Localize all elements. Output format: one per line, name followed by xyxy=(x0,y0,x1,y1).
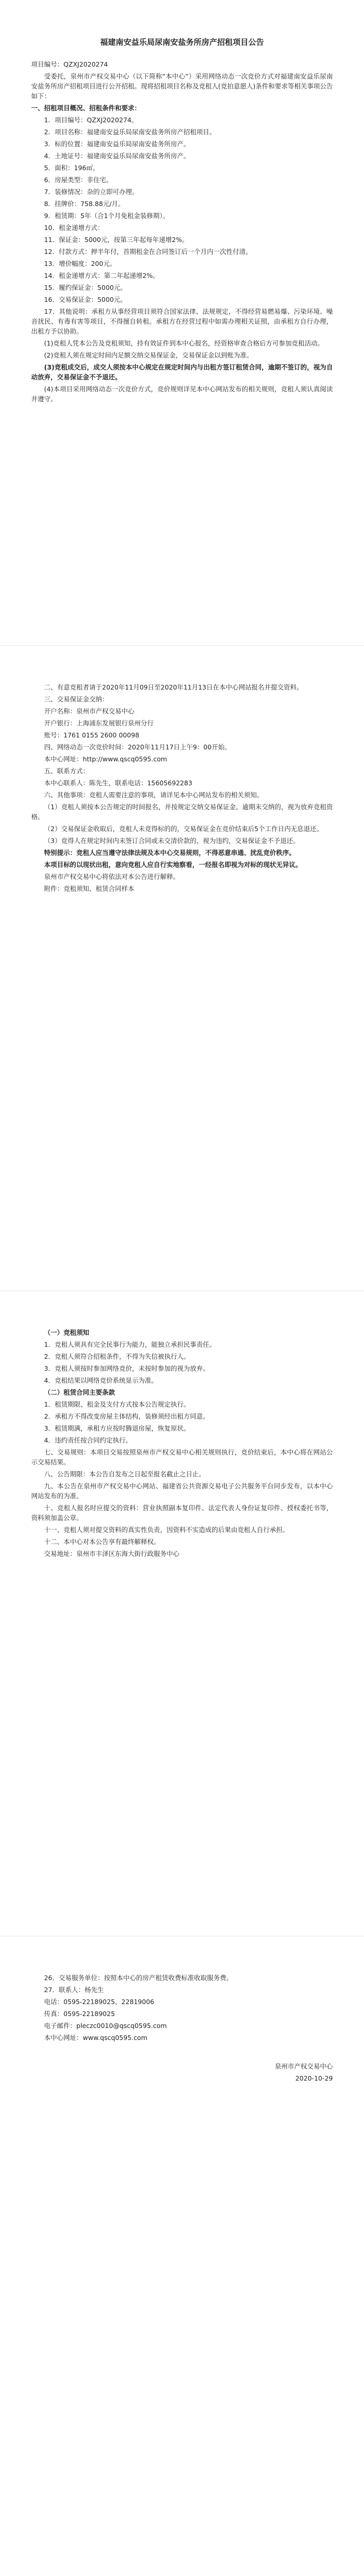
notice-2: 2．竞租人须符合招租条件，不得为失信被执行人。 xyxy=(44,1353,190,1360)
section-heading: 一、招租项目概况、招租条件和要求： xyxy=(31,104,141,112)
contract-4: 4．违约责任按合同约定执行。 xyxy=(44,1436,132,1444)
matter-1: （1）竞租人须按本公告规定的时间报名，并按规定交纳交易保证金。逾期未交纳的，视为放弃竞租资格。 xyxy=(31,803,333,821)
item-12: 12．付款方式：押半年付，首期租金在合同签订后一个月内一次性付清。 xyxy=(44,248,252,256)
item-14: 14．租金递增方式：第二年起递增2%。 xyxy=(44,272,160,279)
account-name: 开户名称：泉州市产权交易中心 xyxy=(44,707,135,715)
required-documents: 十、竞租人报名时应提交的资料：营业执照副本复印件、法定代表人身份证复印件、授权委托书等，资料须加盖公章。 xyxy=(31,1504,333,1522)
trade-address: 交易地址：泉州市丰泽区东海大街行政服务中心 xyxy=(44,1550,179,1558)
item-8: 8．挂牌价：758.88元/月。 xyxy=(44,200,125,208)
project-number: 项目编号：QZXJ2020274 xyxy=(31,60,108,68)
condition-4: (4)本项目采用网络动态一次竞价方式，竞价规则详见本中心网站发布的相关规则，竞租人须认真阅读并遵守。 xyxy=(31,385,333,403)
item-7: 7．装修情况：杂的立即可办理。 xyxy=(44,188,139,196)
interpretation-note: 泉州市产权交易中心将依法对本公告进行解释。 xyxy=(44,873,179,881)
intro-paragraph: 受委托，泉州市产权交易中心（以下简称“本中心”）采用网络动态一次竞价方式对福建南安益乐尿南安盐务所房产招租项目进行公开招租。现将招租项目名称及竞租人(竞拍意愿人)条件和要求等相关事项公告如下： xyxy=(31,72,333,100)
item-3: 3．标的位置：福建南安益乐局尿南安盐务所房产。 xyxy=(44,140,190,148)
notice-1: 1．竞租人须具有完全民事行为能力，能独立承担民事责任。 xyxy=(44,1341,216,1348)
notice-3: 3．竞租人须按时参加网络竞价，未按时参加的视为放弃。 xyxy=(44,1364,210,1372)
contract-3: 3．租赁期满，承租方应按时腾退房屋，恢复原状。 xyxy=(44,1424,190,1432)
contact-email: 电子邮件：pleczc0010@qscq0595.com xyxy=(44,2022,167,2030)
center-website: 本中心网址：www.qscq0595.com xyxy=(44,2034,148,2042)
announcement-period: 八、公告期限：本公告自发布之日起至报名截止之日止。 xyxy=(44,1470,205,1478)
contract-2: 2．承租方不得改变房屋主体结构，装修须经出租方同意。 xyxy=(44,1412,210,1420)
contact-fax: 传真：0595-22189025 xyxy=(44,2010,115,2018)
bidding-time: 四、网络动态一次竞价时间：2020年11月17日上午9：00开始。 xyxy=(44,743,231,751)
special-note: 特别提示：竞租人应当遵守法律法规及本中心交易规则，不得恶意串通、扰乱竞价秩序。 xyxy=(44,849,296,857)
signature-date: 2020-10-29 xyxy=(295,2074,333,2082)
attachment-line: 附件：竞租须知、租赁合同样本 xyxy=(44,885,135,892)
deposit-heading: 三、交易保证金交纳： xyxy=(44,695,109,703)
condition-1: (1)竞租人凭本公告及竞租须知，持有效证件到本中心报名，经资格审查合格后方可参加竞租活动。 xyxy=(44,339,324,347)
item-17: 17．其他说明：承租方从事经营项目须符合国家法律、法规规定，不得经营易燃易爆、污染环境、噪音扰民、有毒有害等项目，不得擅自转租。承租方在经营过程中如需办理相关证照，由承租方自行办理，出租方予以协助。 xyxy=(31,308,333,335)
sheet-2 xyxy=(0,645,364,1276)
item-5: 5．面积：196㎡。 xyxy=(44,164,99,172)
status-quo-note: 本项目标的以现状出租，意向竞租人应自行实地察看，一经报名即视为对标的现状无异议。 xyxy=(44,861,302,869)
account-number: 账号：1761 0155 2600 00098 xyxy=(44,731,139,739)
contract-heading: （二）租赁合同主要条款 xyxy=(44,1388,115,1396)
condition-2: (2)竞租人须在规定时间内足额交纳交易保证金，交易保证金以到账为准。 xyxy=(44,351,253,359)
publication-note: 九、本公告在泉州市产权交易中心网站、福建省公共资源交易电子公共服务平台同步发布，以本中心网站发布的为准。 xyxy=(31,1482,333,1500)
matter-3: （3）竞得人在规定时间内未签订合同或未交清价款的，视为违约，交易保证金不予退还。 xyxy=(44,837,300,845)
item-10: 10．租金递增方式： xyxy=(44,224,104,232)
other-matters: 六、其他事项：竞租人需要注意的事项，请详见本中心网站发布的相关须知。 xyxy=(44,791,264,799)
website-line: 本中心网址：http://www.qscq0595.com xyxy=(44,755,167,763)
signature-org: 泉州市产权交易中心 xyxy=(275,2062,333,2070)
item-13: 13．增价幅度：200元。 xyxy=(44,260,116,267)
contact-heading: 五、联系方式： xyxy=(44,767,89,775)
item-6: 6．房屋类型：非住宅。 xyxy=(44,176,113,184)
final-interpretation: 十二、本中心对本公告享有最终解释权。 xyxy=(44,1538,160,1546)
item-16: 16．交易保证金：5000元。 xyxy=(44,296,127,303)
contact-phone: 电话：0595-22189025、22819006 xyxy=(44,1998,154,2006)
item-9: 9．租赁期：5年（合1个月免租金装修期）。 xyxy=(44,212,170,220)
service-fee: 26．交易服务单位：按照本中心的房产租赁收费标准收取服务费。 xyxy=(44,1974,233,1982)
item-1: 1．项目编号：QZXJ2020274。 xyxy=(44,116,138,124)
contact-name: 27．联系人：杨先生 xyxy=(44,1986,104,1994)
item-4: 4．土地证号：福建南安益乐局尿南安盐务所房产。 xyxy=(44,152,190,160)
sheet-1 xyxy=(0,0,364,630)
document-title: 福建南安益乐局尿南安盐务所房产招租项目公告 xyxy=(100,37,264,47)
notice-heading: （一）竞租须知 xyxy=(44,1329,89,1336)
registration-paragraph: 二、有意竞租者请于2020年11月09日至2020年11月13日在本中心网站报名并提交资料。 xyxy=(44,683,303,691)
sheet-4 xyxy=(0,1936,364,2566)
notice-4: 4．竞租结果以网络竞价系统显示为准。 xyxy=(44,1376,158,1384)
account-bank: 开户银行：上海浦东发展银行泉州分行 xyxy=(44,719,154,727)
matter-2: （2）交易保证金收取后，竞租人未竞得标的的，交易保证金在竞价结束后5个工作日内无息退还。 xyxy=(44,825,323,833)
trade-rules: 七、交易规则：本项目交易按照泉州市产权交易中心相关规则执行，竞价结束后，本中心将在网站公示交易结果。 xyxy=(31,1448,333,1466)
item-11: 11．保证金：5000元，按第三年起每年递增2%。 xyxy=(44,236,189,244)
contract-1: 1．租赁期限、租金及支付方式按本公告规定执行。 xyxy=(44,1400,190,1408)
condition-3: (3)竞租成交后，成交人须按本中心规定在规定时间内与出租方签订租赁合同，逾期不签订的，视为自动放弃，交易保证金不予退还。 xyxy=(31,363,333,381)
sheet-3 xyxy=(0,1291,364,1921)
authenticity-note: 十一、竞租人须对提交资料的真实性负责，因资料不实造成的后果由竞租人自行承担。 xyxy=(44,1526,289,1534)
contact-person: 本中心联系人：陈先生，联系电话：15605692283 xyxy=(44,779,192,787)
item-2: 2．项目名称：福建南安益乐局尿南安盐务所房产招租项目。 xyxy=(44,128,216,136)
item-15: 15．履约保证金：5000元。 xyxy=(44,284,127,291)
